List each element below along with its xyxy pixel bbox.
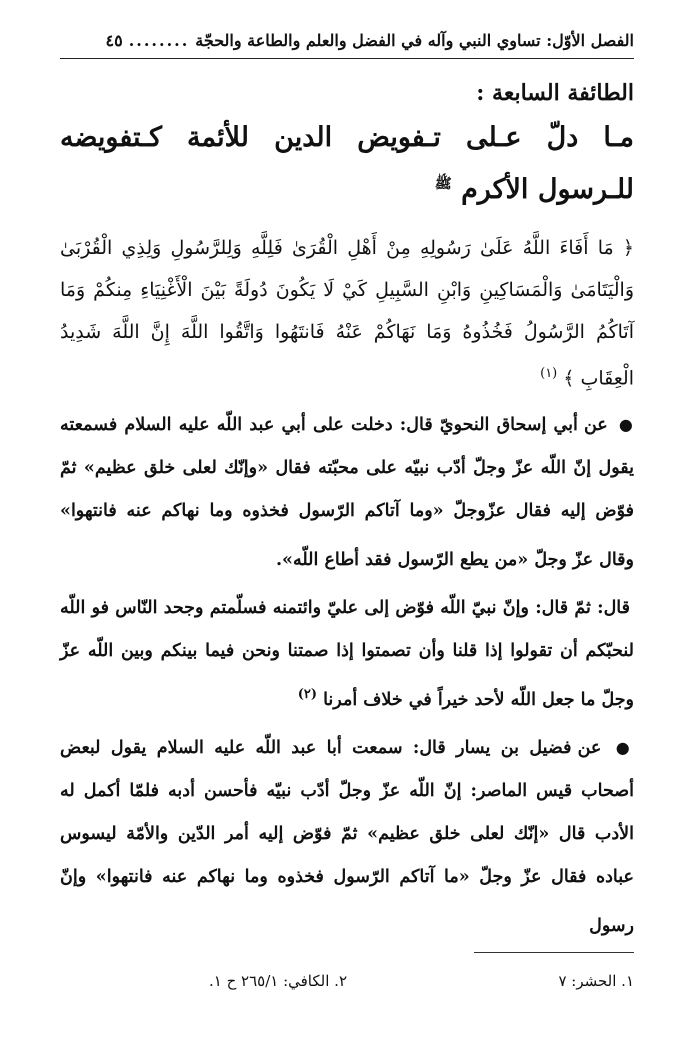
footnote-item: ١. الحشر: ٧	[558, 972, 634, 990]
paragraph-text: عن أبي إسحاق النحويّ قال: دخلت على أبي عبد اللّه عليه السلام فسمعته يقول إنّ اللّه عزّ وجلّ أدّب نبيّه على محبّته فقال «وإنّك لعلى خلق عظيم» ثمّ فوّض إليه فقال عزّوجلّ «وما آتاكم الرّسول فخذوه وما نهاكم عنه فانتهوا» وقال عزّ وجلّ «من يطع الرّسول فقد أطاع اللّه».	[60, 415, 634, 571]
hadith-paragraph	[60, 403, 634, 582]
book-page	[60, 26, 634, 1026]
chapter-title: الفصل الأوّل: تساوي النبي وآله في الفضل والعلم والطاعة والحجّة	[195, 31, 634, 50]
quran-verse	[60, 227, 634, 399]
salawat-glyph: ﷺ	[434, 176, 452, 192]
section-label: الطائفة السابعة :	[476, 80, 634, 106]
section-title	[60, 115, 634, 213]
running-header	[60, 26, 634, 56]
footnote-ref: (١)	[540, 366, 558, 381]
footnote-ref: (٢)	[297, 687, 317, 703]
footnote-item: ٢. الكافي: ٢٦٥/١ ح ١.	[208, 972, 347, 990]
footnotes	[60, 970, 634, 992]
hadith-paragraph	[60, 726, 634, 948]
paragraph-text: قال: ثمّ قال: وإنّ نبيّ اللّه فوّض إلى عليّ وائتمنه فسلّمتم وجحد النّاس فو اللّه لنحبّكم أن تقولوا إذا قلنا وأن تصمتوا إذا صمتنا ونحن فيما بينكم وبين اللّه عزّ وجلّ ما جعل اللّه لأحد خيراً في خلاف أمرنا	[60, 598, 634, 710]
bullet-icon: ●	[615, 737, 634, 757]
section-title-text: مـا دلّ عـلى تـفويض الدين للأئمة كـتفويضه للـرسول الأكرم	[60, 122, 634, 205]
paragraph-text: عن فضيل بن يسار قال: سمعت أبا عبد اللّه عليه السلام يقول لبعض أصحاب قيس الماصر: إنّ اللّه عزّ وجلّ أدّب نبيّه فأحسن أدبه فلمّا أكمل له الأدب قال «إنّك لعلى خلق عظيم» ثمّ فوّض إليه أمر الدّين والأمّة ليسوس عباده فقال عزّ وجلّ «ما آتاكم الرّسول فخذوه وما نهاكم عنه فانتهوا» وإنّ رسول	[60, 737, 634, 936]
header-dots: ........	[128, 31, 190, 50]
verse-text: ﴿ مَا أَفَاءَ اللَّهُ عَلَىٰ رَسُولِهِ مِنْ أَهْلِ الْقُرَىٰ فَلِلَّهِ وَلِلرَّسُولِ وَلِذِي الْقُرْبَىٰ وَالْيَتَامَىٰ وَالْمَسَاكِينِ وَابْنِ السَّبِيلِ كَيْ لَا يَكُونَ دُولَةً بَيْنَ الْأَغْنِيَاءِ مِنكُمْ وَمَا آتَاكُمُ الرَّسُولُ فَخُذُوهُ وَمَا نَهَاكُمْ عَنْهُ فَانتَهُوا وَاتَّقُوا اللَّهَ إِنَّ اللَّهَ شَدِيدُ الْعِقَابِ ﴾	[60, 237, 634, 390]
hadith-paragraph	[60, 586, 634, 722]
page-number: ٤٥	[105, 31, 123, 50]
header-rule	[60, 58, 634, 59]
footnote-rule	[474, 952, 634, 953]
bullet-icon: ●	[618, 415, 634, 435]
